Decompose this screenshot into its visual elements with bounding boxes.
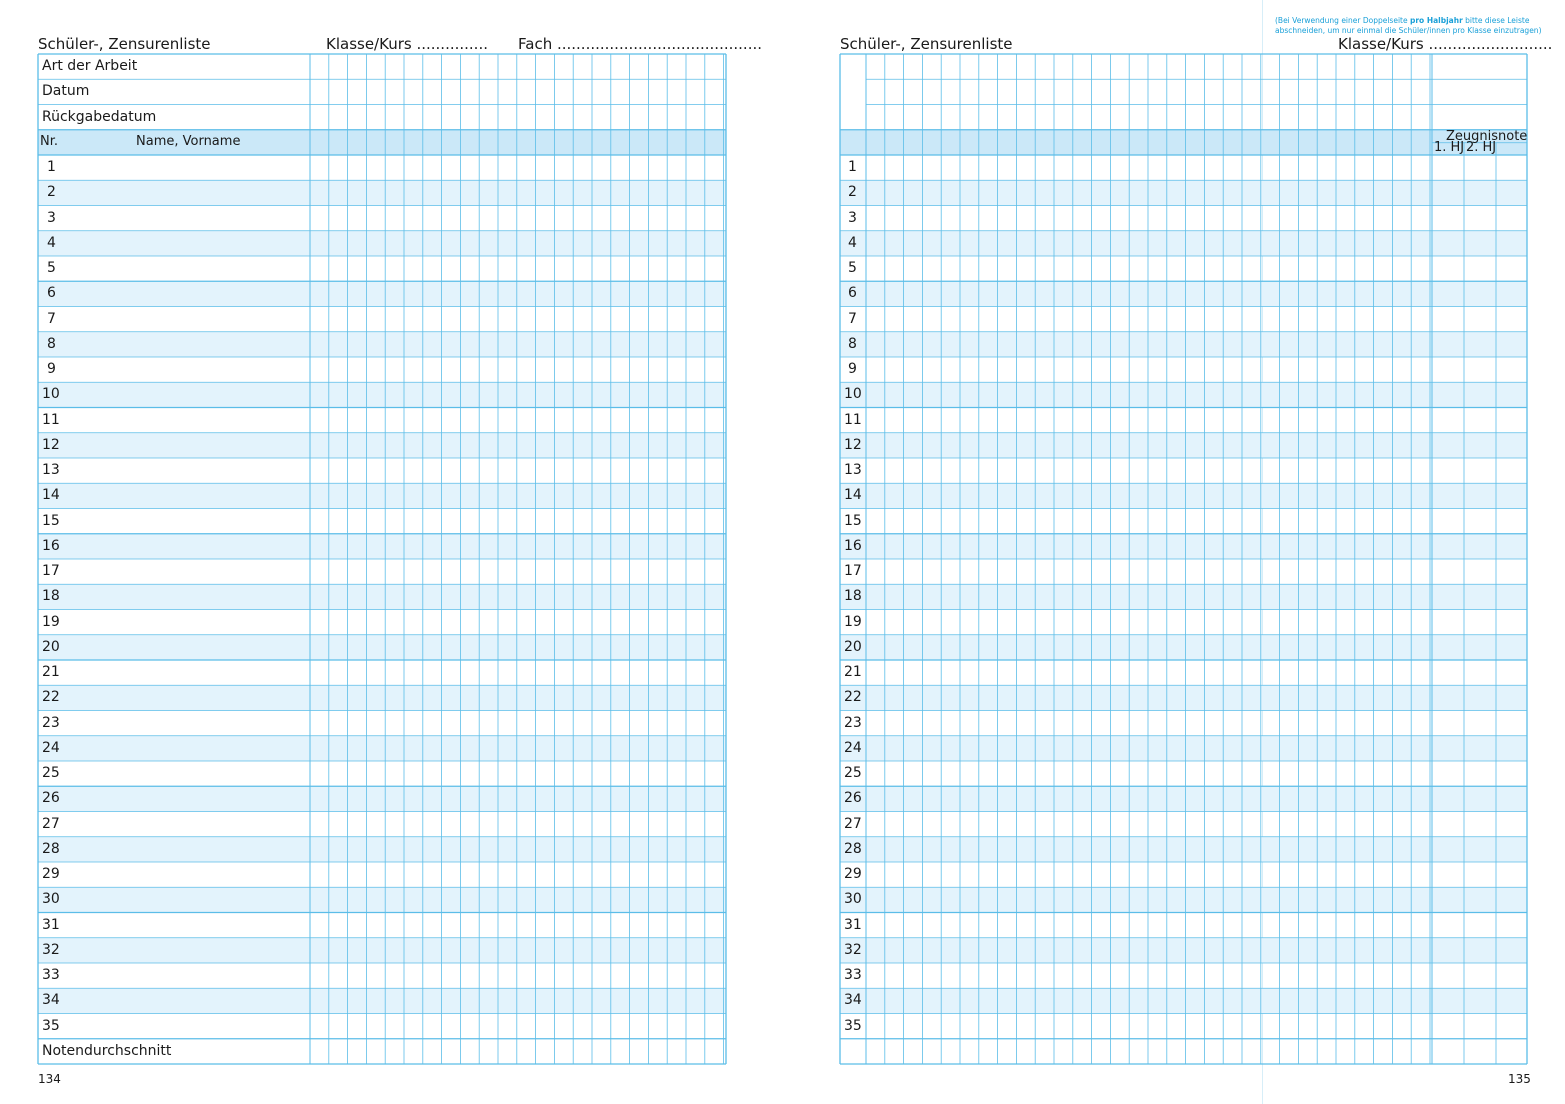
row-number: 10 (844, 386, 862, 403)
row-shade (840, 887, 1527, 912)
row-number: 21 (844, 664, 862, 680)
row-number: 20 (844, 638, 862, 655)
left-page-number: 134 (38, 1072, 61, 1086)
row-number: 26 (42, 790, 60, 807)
row-number: 2 (848, 184, 857, 201)
zeugnis-header: Zeugnisnote (1446, 128, 1528, 144)
row-number: 28 (844, 840, 862, 857)
row-number: 32 (844, 941, 862, 958)
row-shade (840, 837, 1527, 862)
row-number: 14 (844, 487, 862, 504)
row-number: 12 (844, 436, 862, 453)
row-number: 18 (844, 588, 862, 605)
row-shade (840, 584, 1527, 609)
row-number: 24 (42, 739, 60, 756)
row-number: 25 (844, 765, 862, 781)
row-number: 32 (42, 941, 60, 958)
row-shade (840, 786, 1527, 811)
row-number: 25 (42, 765, 60, 781)
row-number: 1 (848, 159, 857, 175)
row-shade (840, 483, 1527, 508)
row-number: 35 (42, 1017, 60, 1034)
row-number: 2 (47, 184, 56, 201)
row-number: 15 (42, 512, 60, 529)
row-number: 30 (42, 891, 60, 908)
row-number: 4 (47, 234, 56, 251)
row-number: 29 (42, 866, 60, 882)
row-number: 21 (42, 664, 60, 680)
right-page-title: Schüler-, Zensurenliste (840, 35, 1013, 53)
row-shade (840, 180, 1527, 205)
row-number: 19 (42, 613, 60, 630)
row-number: 11 (844, 411, 862, 428)
row-number: 6 (848, 285, 857, 302)
row-shade (840, 635, 1527, 660)
row-number: 9 (848, 361, 857, 377)
row-number: 6 (47, 285, 56, 302)
row-number: 31 (844, 916, 862, 933)
row-number: 3 (848, 209, 857, 226)
row-number: 26 (844, 790, 862, 807)
row-number: 3 (47, 209, 56, 226)
row-number: 17 (844, 563, 862, 579)
row-number: 20 (42, 638, 60, 655)
nr-column-header: Nr. (40, 133, 59, 149)
row-shade (840, 332, 1527, 357)
row-number: 16 (42, 537, 60, 554)
row-number: 16 (844, 537, 862, 554)
row-shade (840, 281, 1527, 306)
row-number: 12 (42, 436, 60, 453)
right-klasse-field[interactable]: Klasse/Kurs .......................... (1338, 35, 1553, 53)
left-page-title: Schüler-, Zensurenliste (38, 35, 211, 53)
row-shade (840, 736, 1527, 761)
row-shade (840, 534, 1527, 559)
row-number: 7 (47, 310, 56, 327)
cut-instruction-note: (Bei Verwendung einer Doppelseite pro Halbjahr bitte diese Leiste abschneiden, um nur einmal die Schüler/innen pro Klasse einzutragen) (1275, 16, 1542, 35)
first-half-year-header: 1. HJ (1434, 139, 1465, 155)
name-column-header: Name, Vorname (136, 133, 241, 149)
row-number: 7 (848, 310, 857, 327)
row-number: 15 (844, 512, 862, 529)
row-number: 18 (42, 588, 60, 605)
row-number: 33 (42, 967, 60, 983)
row-number: 1 (47, 159, 56, 175)
row-number: 10 (42, 386, 60, 403)
second-half-year-header: 2. HJ (1466, 139, 1497, 155)
footer-label: Notendurchschnitt (42, 1042, 172, 1059)
row-number: 9 (47, 361, 56, 377)
row-number: 34 (42, 992, 60, 1009)
row-number: 28 (42, 840, 60, 857)
row-number: 5 (848, 260, 857, 276)
row-number: 29 (844, 866, 862, 882)
right-page-number: 135 (1508, 1072, 1531, 1086)
row-number: 8 (47, 335, 56, 352)
row-number: 13 (844, 462, 862, 478)
row-number: 22 (844, 689, 862, 706)
row-number: 27 (844, 815, 862, 832)
row-number: 24 (844, 739, 862, 756)
row-number: 13 (42, 462, 60, 478)
row-number: 19 (844, 613, 862, 630)
row-shade (840, 938, 1527, 963)
row-number: 27 (42, 815, 60, 832)
row-shade (840, 433, 1527, 458)
row-shade (840, 685, 1527, 710)
row-shade (840, 988, 1527, 1013)
row-number: 22 (42, 689, 60, 706)
row-shade (840, 382, 1527, 407)
row-number: 35 (844, 1017, 862, 1034)
row-number: 5 (47, 260, 56, 276)
row-number: 4 (848, 234, 857, 251)
row-number: 17 (42, 563, 60, 579)
header-row-label: Rückgabedatum (42, 108, 157, 125)
row-number: 23 (42, 714, 60, 731)
left-fach-field[interactable]: Fach ........................................... (518, 35, 762, 53)
left-klasse-field[interactable]: Klasse/Kurs ............... (326, 35, 488, 53)
row-number: 33 (844, 967, 862, 983)
row-number: 34 (844, 992, 862, 1009)
row-number: 30 (844, 891, 862, 908)
header-row-label: Art der Arbeit (42, 58, 138, 74)
column-header-fill (840, 130, 1527, 155)
row-number: 14 (42, 487, 60, 504)
row-number: 8 (848, 335, 857, 352)
row-number: 23 (844, 714, 862, 731)
header-row-label: Datum (42, 83, 90, 100)
row-number: 31 (42, 916, 60, 933)
row-number: 11 (42, 411, 60, 428)
row-shade (840, 231, 1527, 256)
